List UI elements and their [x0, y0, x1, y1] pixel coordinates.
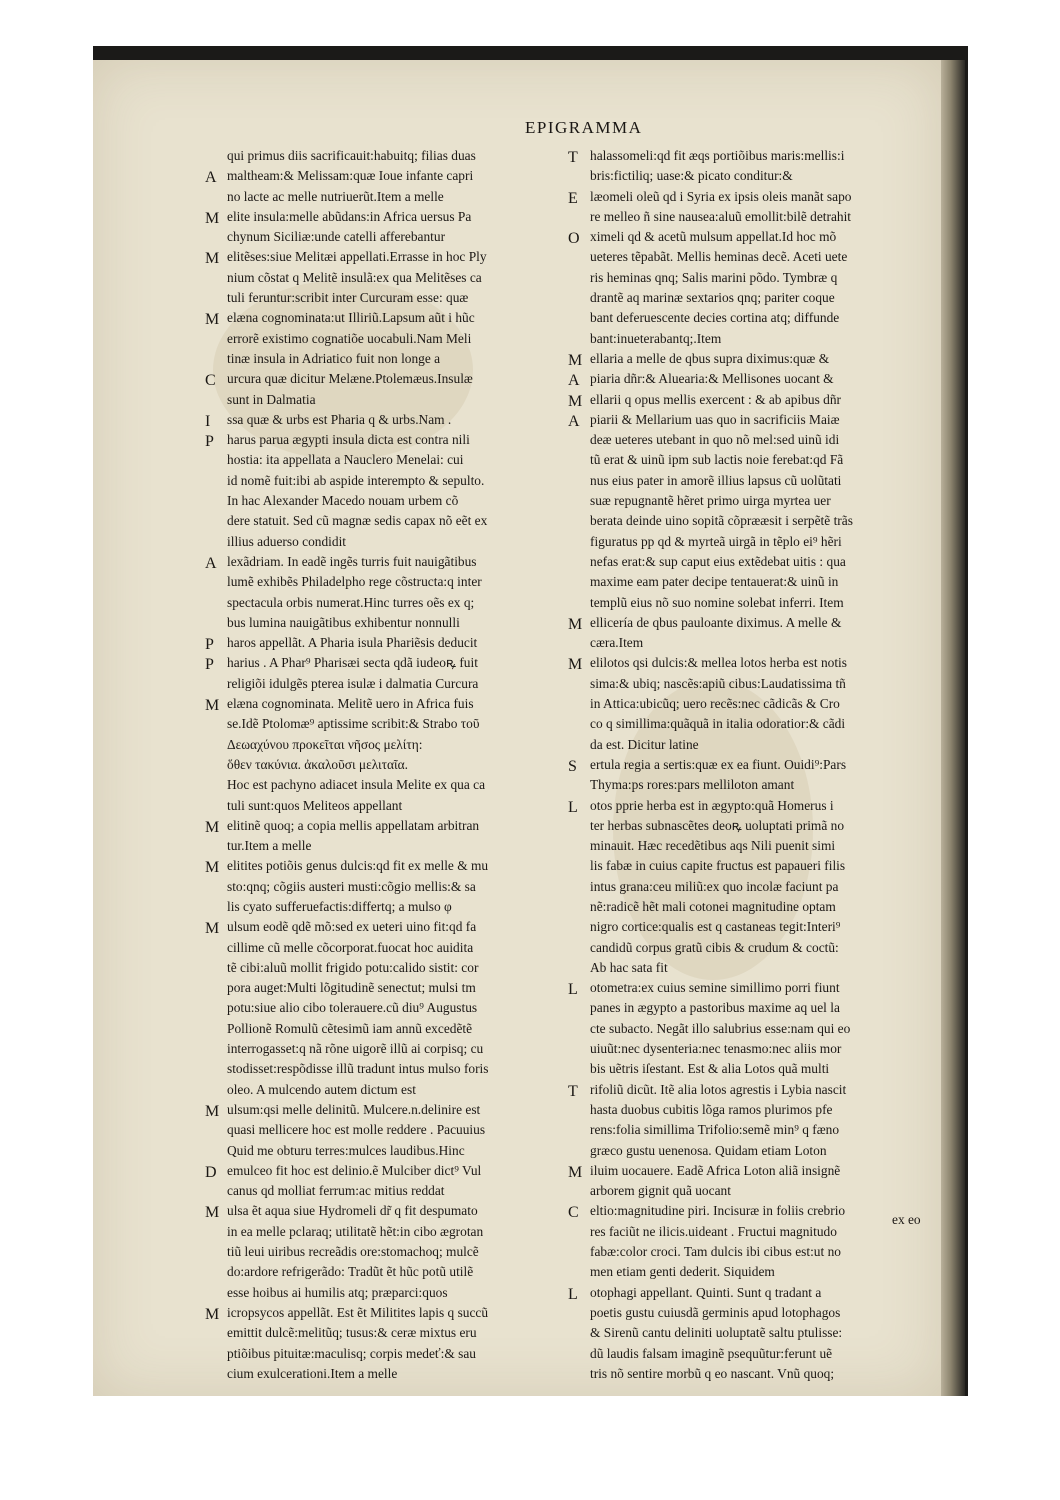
- line-text: Thyma:ps rores:pars melliloton amant: [590, 777, 795, 793]
- text-line: [205, 1364, 555, 1384]
- line-text: elæna cognominata:ut Illiriũ.Lapsum aũt i hũc: [227, 310, 475, 326]
- text-line: [568, 1059, 928, 1079]
- initial-letter: M: [205, 1305, 220, 1323]
- line-text: qui primus diis sacrificauit:habuitq; filias duas: [227, 148, 476, 163]
- text-line: [205, 917, 555, 937]
- line-text: illius aduerso condidit: [227, 533, 347, 549]
- line-text: piarii & Mellarium uas quo in sacrificiis Maiæ: [590, 411, 840, 427]
- line-text: haros appellãt. A Pharia isula Phariẽsis deducit: [227, 635, 478, 651]
- initial-letter: S: [568, 757, 577, 775]
- text-line: [568, 917, 928, 937]
- line-text: sto:qnq; cõgiis austeri musti:cõgio mellis:& sa: [227, 878, 476, 894]
- initial-letter: M: [568, 656, 583, 674]
- line-text: ris heminas qnq; Salis marini põdo. Tymbræ q: [590, 269, 838, 285]
- line-text: maltheam:& Melissam:quæ Ioue infante capri: [227, 168, 474, 184]
- line-text: se.Idẽ Ptolomæ⁹ aptissime scribit:& Strabo τοῦ: [227, 716, 480, 732]
- text-line: [205, 653, 555, 673]
- text-line: [568, 978, 928, 998]
- line-text: ellarii q opus mellis exercent : & ab apibus dñr: [590, 391, 842, 407]
- text-line: [205, 308, 555, 328]
- initial-letter: A: [568, 412, 580, 430]
- text-line: [568, 755, 928, 775]
- line-text: elite insula:melle abũdans:in Africa uersus Pa: [227, 208, 472, 224]
- line-text: intus grana:ceu miliũ:ex quo incolæ faciunt pa: [590, 878, 839, 894]
- line-text: & Sirenũ cantu deliniti uoluptatẽ saltu ptulisse:: [590, 1325, 843, 1341]
- right-text-column: [568, 146, 928, 1384]
- line-text: id nomẽ fuit:ibi ab aspide interempto & sepulto.: [227, 472, 485, 488]
- line-text: tẽ cibi:aluũ mollit frigido potu:calido sistit: cor: [227, 959, 479, 975]
- initial-letter: O: [568, 230, 580, 248]
- text-line: [568, 998, 928, 1018]
- line-text: tris nõ sentire morbũ q eo nascant. Vnũ quoq;: [590, 1365, 835, 1381]
- text-line: [205, 268, 555, 288]
- initial-letter: L: [568, 1285, 578, 1303]
- text-line: [205, 430, 555, 450]
- line-text: sunt in Dalmatia: [227, 391, 316, 407]
- text-line: [205, 714, 555, 734]
- text-line: [205, 897, 555, 917]
- initial-letter: M: [205, 697, 220, 715]
- text-line: [205, 796, 555, 816]
- initial-letter: T: [568, 149, 578, 166]
- line-text: tũ erat & uinũ ipm sub lactis noie ferebat:qd Fã: [590, 452, 844, 468]
- text-line: [568, 247, 928, 267]
- text-line: [568, 308, 928, 328]
- line-text: berata deinde uino sopitã cõprææsit i serpẽtẽ trãs: [590, 513, 853, 529]
- line-text: ὅθεν τακύνια. ἀκαλοῦσι μελιταῖα.: [227, 756, 409, 772]
- line-text: læomeli oleũ qd i Syria ex ipsis oleis manãt sapo: [590, 188, 852, 204]
- text-line: [568, 958, 928, 978]
- text-line: [205, 1120, 555, 1140]
- text-line: [568, 268, 928, 288]
- text-line: [205, 146, 555, 166]
- initial-letter: P: [205, 636, 214, 654]
- line-text: drantẽ aq marinæ sextarios qnq; pariter coque: [590, 290, 835, 306]
- text-line: [568, 369, 928, 389]
- line-text: arborem gignit quã uocant: [590, 1183, 731, 1199]
- text-line: [205, 613, 555, 633]
- line-text: tuli feruntur:scribit inter Curcuram esse: quæ: [227, 290, 469, 306]
- text-line: [205, 207, 555, 227]
- line-text: ulsum eodẽ qdẽ mõ:sed ex ueteri uino fit:qd fa: [227, 919, 477, 935]
- text-line: [205, 552, 555, 572]
- page-gutter-edge: [941, 60, 965, 1396]
- line-text: ellaria a melle de qbus supra diximus:quæ &: [590, 350, 830, 366]
- line-text: ueteres tẽpabãt. Mellis heminas decẽ. Aceti uete: [590, 249, 848, 265]
- text-line: [568, 552, 928, 572]
- text-line: [205, 1100, 555, 1120]
- line-text: lis fabæ in cuius capite fructus est papaueri filis: [590, 858, 846, 874]
- line-text: poetis gustu cuiusdã germinis apud lotophagos: [590, 1304, 841, 1320]
- line-text: dere statuit. Sed cũ magnæ sedis capax nõ eẽt ex: [227, 513, 488, 529]
- text-line: [205, 735, 555, 755]
- text-line: [568, 694, 928, 714]
- left-text-column: [205, 146, 555, 1384]
- text-line: [205, 227, 555, 247]
- text-line: [205, 1039, 555, 1059]
- text-line: [205, 1303, 555, 1323]
- line-text: tur.Item a melle: [227, 838, 312, 854]
- text-line: [568, 1303, 928, 1323]
- line-text: fabæ:color croci. Tam dulcis ibi cibus est:ut no: [590, 1244, 841, 1260]
- text-line: [568, 1364, 928, 1384]
- text-line: [568, 1344, 928, 1364]
- text-line: [205, 1222, 555, 1242]
- text-line: [205, 674, 555, 694]
- line-text: elitẽses:siue Melitæi appellati.Errasse in hoc Ply: [227, 249, 487, 265]
- text-line: [568, 1141, 928, 1161]
- text-line: [205, 633, 555, 653]
- text-line: [205, 694, 555, 714]
- line-text: no lacte ac melle nutriuerũt.Item a melle: [227, 188, 444, 204]
- line-text: Hoc est pachyno adiacet insula Melite ex qua ca: [227, 777, 486, 793]
- line-text: elitinẽ quoq; a copia mellis appellatam arbitran: [227, 817, 480, 833]
- line-text: hostia: ita appellata a Nauclero Menelai: cui: [227, 452, 464, 468]
- initial-letter: I: [205, 412, 211, 430]
- text-line: [568, 1262, 928, 1282]
- line-text: religiõi idulgẽs pterea isulæ i dalmatia Curcura: [227, 675, 479, 691]
- text-line: [205, 288, 555, 308]
- text-line: [205, 410, 555, 430]
- line-text: otos pprie herba est in ægypto:quã Homerus i: [590, 797, 834, 813]
- text-line: [568, 491, 928, 511]
- initial-letter: T: [568, 1082, 578, 1100]
- line-text: lumẽ exhibẽs Philadelpho rege cõstructa:q inter: [227, 574, 482, 590]
- text-line: [205, 349, 555, 369]
- line-text: canus qd molliat ferrum:ac mitius reddat: [227, 1183, 445, 1199]
- line-text: græco gustu uenenosa. Quidam etiam Loton: [590, 1142, 827, 1158]
- text-line: [205, 775, 555, 795]
- text-line: [568, 938, 928, 958]
- text-line: [568, 450, 928, 470]
- line-text: ulsum:qsi melle delinitũ. Mulcere.n.delinire est: [227, 1101, 481, 1117]
- initial-letter: M: [205, 250, 220, 268]
- line-text: da est. Dicitur latine: [590, 736, 699, 752]
- line-text: eltio:magnitudine piri. Incisuræ in foliis crebrio: [590, 1203, 846, 1219]
- text-line: [205, 978, 555, 998]
- text-line: [568, 1323, 928, 1343]
- line-text: Pollionẽ Romulũ cẽtesimũ iam annũ excedẽtẽ: [227, 1020, 473, 1036]
- text-line: [205, 755, 555, 775]
- initial-letter: P: [205, 656, 214, 674]
- text-line: [205, 816, 555, 836]
- text-line: [568, 1283, 928, 1303]
- line-text: lis cyato sufferuefactis:differtq; a mulso φ: [227, 898, 452, 914]
- line-text: sima:& ubiq; nascẽs:apiũ cibus:Laudatissima tñ: [590, 675, 846, 691]
- line-text: bant:inueterabantq;.Item: [590, 330, 722, 346]
- text-line: [568, 836, 928, 856]
- text-line: [205, 1323, 555, 1343]
- line-text: deæ ueteres utebant in quo nõ mel:sed uinũ idi: [590, 432, 840, 448]
- text-line: [205, 1161, 555, 1181]
- line-text: men etiam genti dederit. Siquidem: [590, 1264, 775, 1280]
- initial-letter: A: [568, 372, 580, 390]
- text-line: [205, 1344, 555, 1364]
- text-line: [568, 410, 928, 430]
- text-line: [205, 166, 555, 186]
- line-text: potu:siue alio cibo tolerauere.cũ diu⁹ Augustus: [227, 1000, 478, 1016]
- line-text: spectacula orbis numerat.Hinc turres oẽs ex q;: [227, 594, 475, 610]
- text-line: [205, 938, 555, 958]
- initial-letter: M: [205, 859, 220, 877]
- text-line: [568, 1019, 928, 1039]
- line-text: interrogasset:q nã rõne uigorẽ illũ ai corpisq; cu: [227, 1041, 484, 1057]
- text-line: [568, 390, 928, 410]
- text-line: [568, 613, 928, 633]
- text-line: [568, 816, 928, 836]
- text-line: [568, 796, 928, 816]
- text-line: [568, 187, 928, 207]
- text-line: [568, 349, 928, 369]
- line-text: ssa quæ & urbs est Pharia q & urbs.Nam .: [227, 411, 452, 427]
- catchword: ex eo: [892, 1212, 921, 1227]
- text-line: [205, 450, 555, 470]
- line-text: Δεωαχύνου προκεῖται νῆσος μελίτη:: [227, 736, 423, 752]
- text-line: [205, 877, 555, 897]
- initial-letter: C: [205, 372, 216, 390]
- line-text: nẽ:radicẽ hẽt mali cotonei magnitudine optam: [590, 898, 836, 914]
- text-line: [568, 1039, 928, 1059]
- line-text: ertula regia a sertis:quæ ex ea fiunt. Ouidi⁹:Pars: [590, 756, 847, 772]
- text-line: [205, 1080, 555, 1100]
- text-line: [205, 247, 555, 267]
- text-line: [205, 471, 555, 491]
- line-text: panes in ægypto a pastoribus maxime aq uel la: [590, 1000, 840, 1016]
- line-text: dũ laudis falsam imaginẽ psequũtur:ferunt uẽ: [590, 1345, 833, 1361]
- line-text: bant deferuescente decies cortina atq; diffunde: [590, 310, 840, 326]
- text-line: [205, 1201, 555, 1221]
- text-line: [568, 430, 928, 450]
- line-text: pora auget:Multi lõgitudinẽ senectut; mulsi tm: [227, 980, 476, 996]
- line-text: cte subacto. Negãt illo salubrius esse:nam qui eo: [590, 1020, 851, 1036]
- text-line: [205, 1181, 555, 1201]
- line-text: co q simillima:quãquã in italia odoratior:& cãdi: [590, 716, 846, 732]
- line-text: maxime eam pater decipe tentauerat:& uinũ in: [590, 574, 839, 590]
- text-line: [568, 227, 928, 247]
- text-line: [205, 958, 555, 978]
- line-text: esse hoibus ai humilis atq; præparci:quos: [227, 1284, 448, 1300]
- initial-letter: M: [205, 209, 220, 227]
- text-line: [205, 836, 555, 856]
- line-text: harus parua ægypti insula dicta est contra nili: [227, 432, 470, 448]
- line-text: quasi mellicere hoc est molle reddere . Pacuuius: [227, 1122, 486, 1138]
- text-line: [568, 1080, 928, 1100]
- text-line: [568, 1120, 928, 1140]
- line-text: ellicería de qbus pauloante diximus. A melle &: [590, 614, 842, 630]
- line-text: icropsycos appellãt. Est ẽt Militites lapis q succũ: [227, 1304, 489, 1320]
- text-line: [568, 593, 928, 613]
- line-text: elæna cognominata. Melitẽ uero in Africa fuis: [227, 696, 474, 712]
- initial-letter: M: [568, 351, 583, 369]
- line-text: iluim uocauere. Eadẽ Africa Loton aliã insignẽ: [590, 1162, 841, 1178]
- text-line: [568, 329, 928, 349]
- line-text: minauit. Hæc recedẽtibus aqs Nili puenit simi: [590, 838, 836, 854]
- line-text: cillime cũ melle cõcorporat.fuocat hoc auidita: [227, 939, 474, 955]
- line-text: uiuũt:nec dysenteria:nec tenasmo:nec aliis mor: [590, 1041, 842, 1057]
- line-text: nefas erat:& sup caput eius extẽdebat uitis : qua: [590, 553, 846, 569]
- text-line: [568, 207, 928, 227]
- text-line: [568, 856, 928, 876]
- text-line: [568, 775, 928, 795]
- line-text: nus eius pater in amorẽ illius lapsus cũ uolũtati: [590, 472, 842, 488]
- line-text: piaria dñr:& Aluearia:& Mellisones uocant &: [590, 371, 834, 387]
- line-text: in Attica:ubicũq; uero recẽs:nec cãdicãs & Cro: [590, 696, 840, 712]
- line-text: lexãdriam. In eadẽ ingẽs turris fuit nauigãtibus: [227, 553, 477, 569]
- initial-letter: M: [205, 311, 220, 329]
- line-text: rens:folia simillima Trifolio:semẽ min⁹ q fæno: [590, 1122, 840, 1138]
- text-line: [568, 511, 928, 531]
- line-text: rifoliũ dicũt. Itẽ alia lotos agrestis i Lybia nascit: [590, 1081, 847, 1097]
- line-text: in ea melle pclaraq; utilitatẽ hẽt:in cibo ægrotan: [227, 1223, 484, 1239]
- line-text: candidũ corpus gratũ cibis & crudum & coctũ:: [590, 939, 839, 955]
- line-text: tuli sunt:quos Meliteos appellant: [227, 797, 403, 813]
- text-line: [205, 572, 555, 592]
- text-line: [205, 390, 555, 410]
- line-text: errorẽ existimo cognatiõe uocabuli.Nam Meli: [227, 330, 472, 346]
- initial-letter: M: [205, 818, 220, 836]
- text-line: [568, 897, 928, 917]
- line-text: oleo. A mulcendo autem dictum est: [227, 1081, 416, 1097]
- text-line: [568, 1100, 928, 1120]
- line-text: otophagi appellant. Quinti. Sunt q tradant a: [590, 1284, 822, 1300]
- text-line: [568, 714, 928, 734]
- line-text: ximeli qd & acetũ mulsum appellat.Id hoc mõ: [590, 229, 837, 245]
- line-text: templũ eius nõ suo nomine solebat inferri. Item: [590, 594, 844, 610]
- initial-letter: D: [205, 1163, 217, 1181]
- line-text: figuratus pp qd & myrteã uirgã in tẽplo ei⁹ hẽri: [590, 533, 842, 549]
- initial-letter: M: [568, 1163, 583, 1181]
- initial-letter: M: [205, 1102, 220, 1120]
- line-text: do:ardore refrigerãdo: Tradũt ẽt hũc potũ utilẽ: [227, 1264, 474, 1280]
- initial-letter: P: [205, 433, 214, 451]
- line-text: bis uẽtris iſestant. Est & alia Lotos quã multi: [590, 1061, 830, 1077]
- line-text: bris:fictiliq; uase:& picato conditur:&: [590, 168, 793, 184]
- line-text: suæ repugnantẽ hẽret primo uirga myrtea uer: [590, 493, 831, 509]
- text-line: [568, 633, 928, 653]
- initial-letter: M: [205, 920, 220, 938]
- text-line: [205, 1262, 555, 1282]
- initial-letter: M: [205, 1204, 220, 1222]
- line-text: ter herbas subnascẽtes deoꝶ uoluptati primã no: [590, 817, 845, 833]
- line-text: bus lumina nauigãtibus exhibentur nonnulli: [227, 614, 460, 630]
- text-line: [568, 1201, 928, 1221]
- text-line: [205, 1242, 555, 1262]
- text-line: [205, 1141, 555, 1161]
- line-text: stodisset:respõdisse illũ tradunt intus mulso foris: [227, 1061, 489, 1077]
- line-text: ulsa ẽt aqua siue Hydromeli dr̃ q fit despumato: [227, 1203, 478, 1219]
- line-text: Ab hac sata fit: [590, 959, 668, 975]
- text-line: [205, 1059, 555, 1079]
- line-text: nium cõstat q Melitẽ insulã:ex qua Melitẽses ca: [227, 269, 482, 285]
- line-text: tinæ insula in Adriatico fuit non longe a: [227, 350, 441, 366]
- line-text: urcura quæ dicitur Melæne.Ptolemæus.Insulæ: [227, 371, 473, 387]
- text-line: [568, 877, 928, 897]
- line-text: otometra:ex cuius semine simillimo porri fiunt: [590, 980, 840, 996]
- line-text: elitites potiõis genus dulcis:qd fit ex melle & mu: [227, 858, 489, 874]
- initial-letter: C: [568, 1204, 579, 1222]
- line-text: emulceo fit hoc est delinio.ẽ Mulciber dict⁹ Vul: [227, 1162, 482, 1178]
- line-text: ptiõibus pituitæ:maculisq; corpis medeť:& sau: [227, 1345, 476, 1361]
- text-line: [568, 166, 928, 186]
- text-line: [205, 329, 555, 349]
- text-line: [568, 1161, 928, 1181]
- line-text: hasta duobus cubitis lõga ramos plurimos pfe: [590, 1101, 833, 1117]
- line-text: chynum Siciliæ:unde catelli afferebantur: [227, 229, 446, 245]
- text-line: [568, 674, 928, 694]
- line-text: harius . A Phar⁹ Pharisæi secta qdã iudeoꝶ fuit: [227, 655, 478, 671]
- initial-letter: E: [568, 189, 578, 207]
- initial-letter: M: [568, 392, 583, 410]
- text-line: [205, 998, 555, 1018]
- initial-letter: L: [568, 981, 578, 999]
- text-line: [205, 532, 555, 552]
- text-line: [205, 856, 555, 876]
- initial-letter: A: [205, 169, 217, 187]
- initial-letter: A: [205, 554, 217, 572]
- line-text: res faciũt ne ilicis.uideant . Fructui magnitudo: [590, 1223, 837, 1239]
- text-line: [568, 1222, 928, 1242]
- line-text: cæra.Item: [590, 635, 644, 651]
- line-text: nigro cortice:qualis est q castaneas tegit:Interi⁹: [590, 919, 841, 935]
- running-head: EPIGRAMMA: [525, 118, 643, 137]
- text-line: [568, 1242, 928, 1262]
- line-text: halassomeli:qd fit æqs portiõibus maris:mellis:i: [590, 148, 845, 163]
- text-line: [205, 491, 555, 511]
- line-text: elilotos qsi dulcis:& mellea lotos herba est notis: [590, 655, 847, 671]
- line-text: Quid me obturu terres:mulces laudibus.Hinc: [227, 1142, 465, 1158]
- text-line: [568, 653, 928, 673]
- text-line: [205, 1283, 555, 1303]
- text-line: [568, 735, 928, 755]
- line-text: emittit dulcẽ:melitũq; tusus:& ceræ mixtus eru: [227, 1325, 477, 1341]
- text-line: [568, 471, 928, 491]
- text-line: [568, 146, 928, 166]
- text-line: [568, 572, 928, 592]
- text-line: [568, 288, 928, 308]
- initial-letter: L: [568, 798, 578, 816]
- initial-letter: M: [568, 615, 583, 633]
- line-text: tiũ leui uiribus recreãdis ore:stomachoq; mulcẽ: [227, 1244, 479, 1260]
- text-line: [568, 1181, 928, 1201]
- text-line: [568, 532, 928, 552]
- text-line: [205, 187, 555, 207]
- text-line: [205, 511, 555, 531]
- line-text: In hac Alexander Macedo nouam urbem cõ: [227, 493, 459, 509]
- line-text: re melleo ñ sine nausea:aluũ emollit:bilẽ detrahit: [590, 208, 852, 224]
- text-line: [205, 593, 555, 613]
- text-line: [205, 369, 555, 389]
- line-text: cium exulcerationi.Item a melle: [227, 1365, 398, 1381]
- text-line: [205, 1019, 555, 1039]
